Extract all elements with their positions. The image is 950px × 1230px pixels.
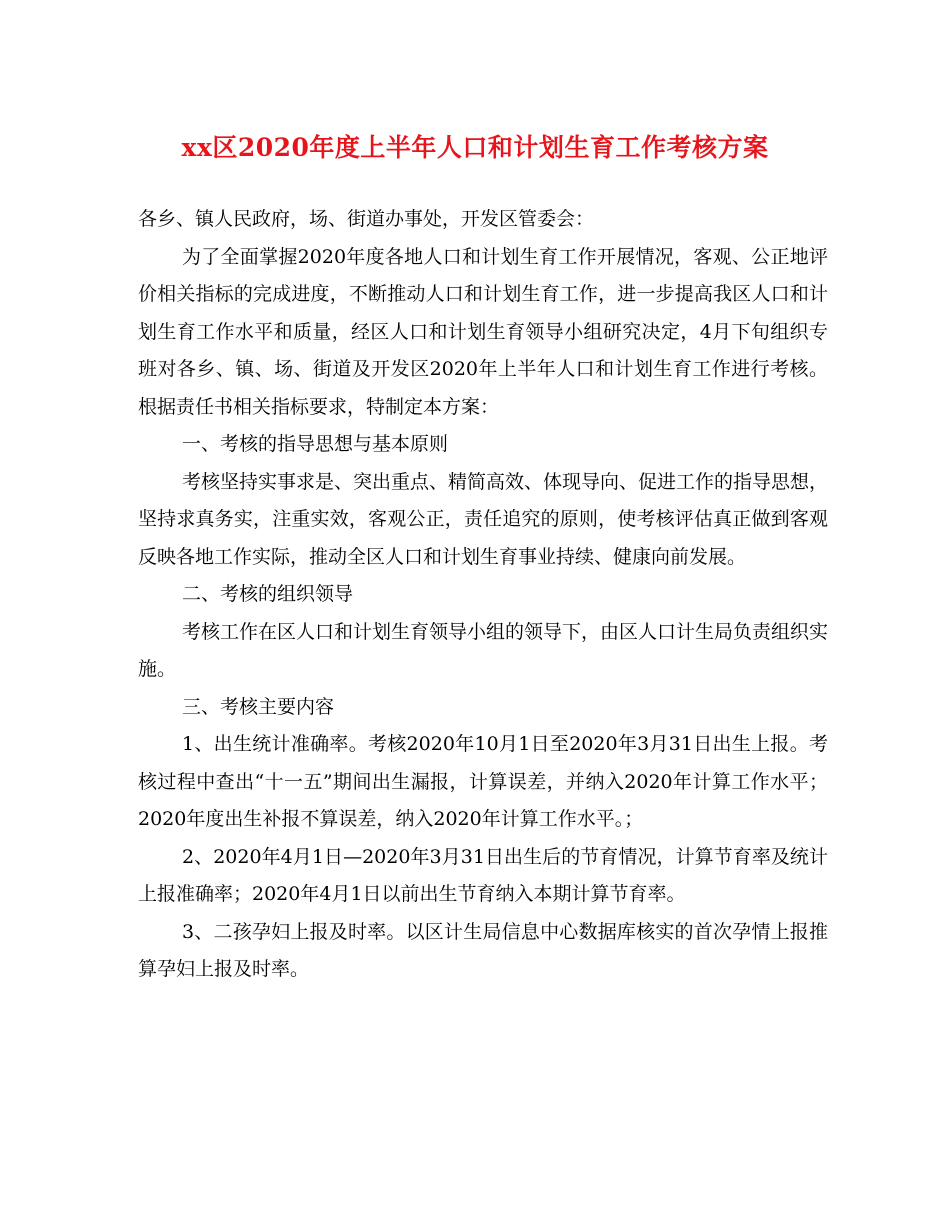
- item-3-paragraph: 3、二孩孕妇上报及时率。以区计生局信息中心数据库核实的首次孕情上报推算孕妇上报及时率。: [138, 920, 828, 980]
- item-2-paragraph: 2、2020年4月1日—2020年3月31日出生后的节育情况，计算节育率及统计上报准确率；2020年4月1日以前出生节育纳入本期计算节育率。: [138, 845, 828, 905]
- section-3-heading: 三、考核主要内容: [182, 695, 335, 718]
- section-1-paragraph: 考核坚持实事求是、突出重点、精简高效、体现导向、促进工作的指导思想，坚持求真务实，注重实效，客观公正，责任追究的原则，使考核评估真正做到客观反映各地工作实际，推动全区人口和计划生育事业持续、健康向前发展。: [138, 470, 829, 568]
- intro-paragraph: 为了全面掌握2020年度各地人口和计划生育工作开展情况，客观、公正地评价相关指标的完成进度，不断推动人口和计划生育工作，进一步提高我区人口和计划生育工作水平和质量，经区人口和计划生育领导小组研究决定，4月下旬组织专班对各乡、镇、场、街道及开发区2020年上半年人口和计划生育工作进行考核。根据责任书相关指标要求，特制定本方案：: [138, 245, 828, 418]
- section-2-heading: 二、考核的组织领导: [182, 583, 354, 605]
- section-2-paragraph: 考核工作在区人口和计划生育领导小组的领导下，由区人口计生局负责组织实施。: [138, 620, 829, 680]
- document-title: xx区2020年度上半年人口和计划生育工作考核方案: [181, 133, 769, 162]
- document-body: [138, 201, 828, 989]
- salutation: 各乡、镇人民政府，场、街道办事处，开发区管委会：: [138, 208, 595, 230]
- item-1-paragraph: 1、出生统计准确率。考核2020年10月1日至2020年3月31日出生上报。考核过程中查出“十一五”期间出生漏报，计算误差，并纳入2020年计算工作水平；2020年度出生补报不算误差，纳入2020年计算工作水平。；: [138, 733, 828, 830]
- section-1-heading: 一、考核的指导思想与基本原则: [182, 433, 449, 455]
